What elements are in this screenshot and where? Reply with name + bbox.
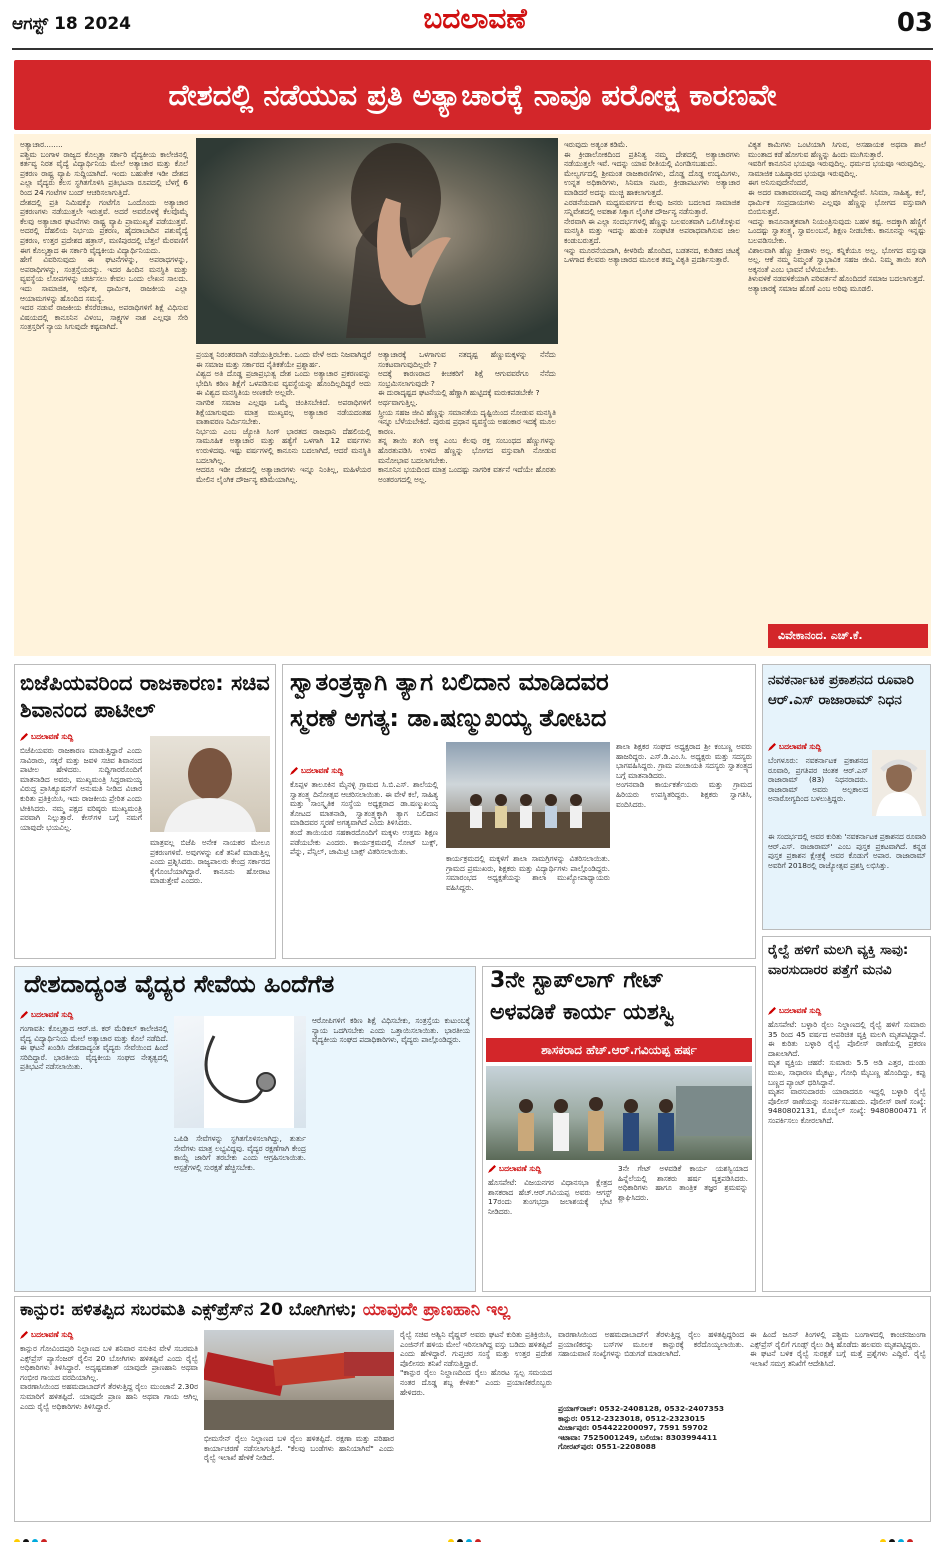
kanpur-col-5: ಈ ಹಿಂದೆ ಜೂನ್ ತಿಂಗಳಲ್ಲಿ ಪಶ್ಚಿಮ ಬಂಗಾಳದಲ್ಲಿ ಕಾಂಚನಜುಂಗಾ ಎಕ್ಸ್‌ಪ್ರೆಸ್ ರೈಲಿಗೆ ಗೂಡ್ಸ್ ರೈಲು ಡಿಕ್ಕಿ ಹೊಡೆದು ಹಲವರು ಮೃತಪಟ್ಟಿದ್ದರು. ಈ ಘಟನೆ ಬಳಿಕ ರೈಲ್ವೆ ಸುರಕ್ಷತೆ ಬಗ್ಗೆ ಮತ್ತೆ ಪ್ರಶ್ನೆಗಳು ಎದ್ದಿವೆ. ರೈಲ್ವೆ ಇಲಾಖೆ ಸಮಗ್ರ ತನಿಖೆಗೆ ಆದೇಶಿಸಿದೆ. [750, 1330, 926, 1368]
hand-silhouette-icon [196, 138, 558, 344]
lead-author-tag [768, 624, 928, 648]
stethoscope-icon [174, 1016, 306, 1128]
lead-headline-box [14, 60, 931, 130]
officials-icon [486, 1066, 752, 1160]
header-bar [0, 0, 945, 48]
railway-death-body: ಹೊಸಪೇಟೆ: ಬಳ್ಳಾರಿ ರೈಲು ನಿಲ್ದಾಣದಲ್ಲಿ ರೈಲ್ವೆ ಹಳಿಗೆ ಸುಮಾರು 35 ರಿಂದ 45 ವರ್ಷದ ಅಪರಿಚಿತ ವ್ಯಕ್ತಿ ಮಲಗಿ ಮೃತಪಟ್ಟಿದ್ದಾನೆ. ಈ ಕುರಿತು ಬಳ್ಳಾರಿ ರೈಲ್ವೆ ಪೊಲೀಸ್ ಠಾಣೆಯಲ್ಲಿ ಪ್ರಕರಣ ದಾಖಲಾಗಿದೆ. ಮೃತ ವ್ಯಕ್ತಿಯ ಚಹರೆ: ಸುಮಾರು 5.5 ಅಡಿ ಎತ್ತರ, ದುಂಡು ಮುಖ, ಸಾಧಾರಣ ಮೈಕಟ್ಟು, ಗೋಧಿ ಮೈಬಣ್ಣ ಹೊಂದಿದ್ದು, ಕಪ್ಪು ಬಣ್ಣದ ಪ್ಯಾಂಟ್ ಧರಿಸಿದ್ದಾನೆ. ಮೃತನ ವಾರಸುದಾರರು ಯಾರಾದರೂ ಇದ್ದಲ್ಲಿ ಬಳ್ಳಾರಿ ರೈಲ್ವೆ ಪೊಲೀಸ್ ಠಾಣೆಯನ್ನು ಸಂಪರ್ಕಿಸಬಹುದು. ಪೊಲೀಸ್ ಠಾಣೆ ಸಂಖ್ಯೆ: 9480802131, ಮೊಬೈಲ್ ಸಂಖ್ಯೆ: 9480800471 ಗೆ ಸಂಪರ್ಕಿಸಲು ಕೋರಲಾಗಿದೆ. [768, 1020, 926, 1125]
page-number: 03 [896, 8, 933, 38]
helpline-item: ಕಾನ್ಪುರ: 0512-2323018, 0512-2323015 [558, 1413, 706, 1423]
gate-body-right: 3ನೇ ಗೇಟ್ ಅಳವಡಿಕೆ ಕಾರ್ಯ ಯಶಸ್ವಿಯಾದ ಹಿನ್ನೆಲೆಯಲ್ಲಿ ಶಾಸಕರು ಹರ್ಷ ವ್ಯಕ್ತಪಡಿಸಿದರು. ಅಧಿಕಾರಿಗಳು ಹಾಗೂ ತಾಂತ್ರಿಕ ತಜ್ಞರ ಶ್ರಮವನ್ನು ಶ್ಲಾಘಿಸಿದರು. [618, 1164, 748, 1202]
train-icon [204, 1330, 394, 1430]
doctors-body-right: ಆರೋಪಿಗಳಿಗೆ ಕಠಿಣ ಶಿಕ್ಷೆ ವಿಧಿಸಬೇಕು, ಸಂತ್ರಸ್ತೆಯ ಕುಟುಂಬಕ್ಕೆ ನ್ಯಾಯ ಒದಗಿಸಬೇಕು ಎಂದು ಒತ್ತಾಯಿಸಲಾಯಿತು. ಭಾರತೀಯ ವೈದ್ಯಕೀಯ ಸಂಘದ ಪದಾಧಿಕಾರಿಗಳು, ವೈದ್ಯರು ಪಾಲ್ಗೊಂಡಿದ್ದರು. [312, 1016, 470, 1045]
pen-icon [768, 743, 776, 751]
independence-event-photo [446, 742, 610, 848]
kanpur-col-4-body: ವಾರಣಾಸಿಯಿಂದ ಅಹಮದಾಬಾದ್‌ಗೆ ತೆರಳುತ್ತಿದ್ದ ರೈಲು ಹಳಿತಪ್ಪಿದ್ದರಿಂದ ಪ್ರಯಾಣಿಕರನ್ನು ಬಸ್‌ಗಳ ಮೂಲಕ ಕಾನ್ಪುರಕ್ಕೆ ಕರೆದೊಯ್ಯಲಾಯಿತು. ಸಹಾಯವಾಣಿ ಸಂಖ್ಯೆಗಳನ್ನು ಬಿಡುಗಡೆ ಮಾಡಲಾಗಿದೆ. [558, 1330, 744, 1359]
derailed-train-photo [204, 1330, 394, 1430]
lead-col-4: ಇರುವುದು ಅತ್ಯಂತ ಕಡಿಮೆ. ಈ ಕ್ರೀಡಾಲೋಕದಿಂದ ಪ್ರತಿನಿತ್ಯ ನಮ್ಮ ದೇಶದಲ್ಲಿ ಅತ್ಯಾಚಾರಗಳು ನಡೆಯುತ್ತಲೇ ಇವೆ. ಇದನ್ನು ಯಾವ ರೀತಿಯಲ್ಲಿ ವಿಂಗಡಿಸಬಹುದು. ಮೇಲ್ವರ್ಗದಲ್ಲಿ ಶ್ರೀಮಂತ ರಾಜಕಾರಣಿಗಳು, ದೊಡ್ಡ ದೊಡ್ಡ ಉದ್ಯಮಿಗಳು, ಉನ್ನತ ಅಧಿಕಾರಿಗಳು, ಸಿನಿಮಾ ನಟರು, ಕ್ರೀಡಾಪಟುಗಳು ಅತ್ಯಾಚಾರ ಮಾಡಿದರೆ ಅದನ್ನು ಮುಚ್ಚಿ ಹಾಕಲಾಗುತ್ತದೆ. ಎರಡನೆಯದಾಗಿ ಮಧ್ಯಮವರ್ಗದ ಕೆಲವು ಜನರು ಬದಲಾದ ಸಾಮಾಜಿಕ ಸನ್ನಿವೇಶದಲ್ಲಿ ಅವಕಾಶ ಸಿಕ್ಕಾಗ ಲೈಂಗಿಕ ದೌರ್ಜನ್ಯ ನಡೆಸುತ್ತಾರೆ. ನೇರವಾಗಿ ಈ ಎಲ್ಲಾ ಸಂದರ್ಭಗಳಲ್ಲಿ ಹೆಣ್ಣನ್ನು ಬಲವಂತವಾಗಿ ಒಲಿಸಿಕೊಳ್ಳುವ ಮನಸ್ಥಿತಿ ಮತ್ತು ಇದನ್ನು ಹುಡುಕಿ ಸಂಘಟಿತ ಅಪರಾಧವಾಗಿಸುವ ಜಾಲ ಕಂಡುಬರುತ್ತದೆ. ಇನ್ನು ಮೂರನೆಯದಾಗಿ, ಕೀಳರಿಮೆ ಹೊಂದಿದ, ಬಡತನದ, ಕುಡಿತದ ಚಟಕ್ಕೆ ಒಳಗಾದ ಕೆಲವರು ಅತ್ಯಾಚಾರದ ಮೂಲಕ ತಮ್ಮ ವಿಕೃತಿ ಪ್ರದರ್ಶಿಸುತ್ತಾರೆ. [564, 140, 740, 265]
helpline-item: ಗೋರಖ್‌ಪುರ: 0551-2208088 [558, 1442, 656, 1452]
rajaram-byline [768, 742, 821, 752]
independence-byline [290, 766, 343, 776]
kanpur-col-3: ರೈಲ್ವೆ ಸಚಿವ ಅಶ್ವಿನಿ ವೈಷ್ಣವ್ ಅವರು ಘಟನೆ ಕುರಿತು ಪ್ರತಿಕ್ರಿಯಿಸಿ, ಎಂಜಿನ್‌ಗೆ ಹಳಿಯ ಮೇಲೆ ಇರಿಸಲಾಗಿದ್ದ ವಸ್ತು ಬಡಿದು ಹಳಿತಪ್ಪಿದೆ ಎಂದು ಹೇಳಿದ್ದಾರೆ. ಗುಪ್ತಚರ ಸಂಸ್ಥೆ ಮತ್ತು ಉತ್ತರ ಪ್ರದೇಶ ಪೊಲೀಸರು ತನಿಖೆ ನಡೆಸುತ್ತಿದ್ದಾರೆ. "ಕಾನ್ಪುರ ರೈಲು ನಿಲ್ದಾಣದಿಂದ ರೈಲು ಹೊರಟ ಸ್ವಲ್ಪ ಸಮಯದ ನಂತರ ದೊಡ್ಡ ಶಬ್ದ ಕೇಳಿತು" ಎಂದು ಪ್ರಯಾಣಿಕರೊಬ್ಬರು ಹೇಳಿದರು. [400, 1330, 552, 1397]
bjp-body-right: ಮಾತ್ರವಲ್ಲ ಬಿಜೆಪಿ ಅನೇಕ ನಾಯಕರ ಮೇಲೂ ಪ್ರಕರಣಗಳಿವೆ. ಅವುಗಳನ್ನು ಏಕೆ ತನಿಖೆ ಮಾಡುತ್ತಿಲ್ಲ ಎಂದು ಪ್ರಶ್ನಿಸಿದರು. ರಾಜ್ಯಪಾಲರು ಕೇಂದ್ರ ಸರ್ಕಾರದ ಕೈಗೊಂಬೆಯಾಗಿದ್ದಾರೆ. ಕಾನೂನು ಹೋರಾಟ ಮಾಡುತ್ತೇವೆ ಎಂದರು. [150, 838, 270, 886]
footer-dots-left [14, 1530, 50, 1542]
pen-icon [488, 1165, 496, 1173]
bjp-body-left: ಬಿಜೆಪಿಯವರು ರಾಜಕಾರಣ ಮಾಡುತ್ತಿದ್ದಾರೆ ಎಂದು ಸಾವಿರಾರು, ಸಕ್ಕರೆ ಮತ್ತು ಜವಳಿ ಸಚಿವ ಶಿವಾನಂದ ಪಾಟೀಲ ಹೇಳಿದರು. ಸುದ್ದಿಗಾರರೊಂದಿಗೆ ಮಾತನಾಡಿದ ಅವರು, ಮುಖ್ಯಮಂತ್ರಿ ಸಿದ್ದರಾಮಯ್ಯ ವಿರುದ್ಧ ಪ್ರಾಸಿಕ್ಯೂಷನ್‌ಗೆ ಅನುಮತಿ ನೀಡಿದ ವಿಚಾರ ಕುರಿತು ಪ್ರತಿಕ್ರಿಯಿಸಿ, ಇದು ರಾಜಕೀಯ ಪ್ರೇರಿತ ಎಂದು ಟೀಕಿಸಿದರು. ನಮ್ಮ ಪಕ್ಷದ ವರಿಷ್ಠರು ಮುಖ್ಯಮಂತ್ರಿ ಪರವಾಗಿ ನಿಲ್ಲುತ್ತಾರೆ. ಕೇಸ್‌ಗಳ ಬಗ್ಗೆ ನಮಗೆ ಯಾವುದೇ ಭಯವಿಲ್ಲ. [20, 746, 142, 832]
doctors-headline: ದೇಶದಾದ್ಯಂತ ವೈದ್ಯರ ಸೇವೆಯ ಹಿಂದೆಗೆತ [24, 970, 335, 998]
lead-headline: ದೇಶದಲ್ಲಿ ನಡೆಯುವ ಪ್ರತಿ ಅತ್ಯಾಚಾರಕ್ಕೆ ನಾವೂ ಪರೋಕ್ಷ ಕಾರಣವೇ [168, 77, 777, 112]
independence-byline-text: ಬದಲಾವಣೆ ಸುದ್ದಿ [301, 766, 344, 775]
helpline-item: ಇಟಾವಾ: 7525001249, ಬಲಿಯಾ: 8303994411 [558, 1432, 718, 1442]
rajaram-byline-text: ಬದಲಾವಣೆ ಸುದ್ದಿ [779, 742, 822, 751]
kanpur-headline [20, 1300, 925, 1320]
gate-headline-2: ಅಳವಡಿಕೆ ಕಾರ್ಯ ಯಶಸ್ವಿ [490, 1000, 675, 1025]
gate-body-left: ಹೊಸಪೇಟೆ: ವಿಜಯನಗರ ವಿಧಾನಸಭಾ ಕ್ಷೇತ್ರದ ಶಾಸಕರಾದ ಹೆಚ್.ಆರ್.ಗವಿಯಪ್ಪ ಅವರು ಆಗಸ್ಟ್ 17ರಂದು ತುಂಗಭದ್ರಾ ಜಲಾಶಯಕ್ಕೆ ಭೇಟಿ ನೀಡಿದರು. [488, 1178, 612, 1216]
doctors-body-mid: ಒಪಿಡಿ ಸೇವೆಗಳನ್ನು ಸ್ಥಗಿತಗೊಳಿಸಲಾಗಿದ್ದು, ತುರ್ತು ಸೇವೆಗಳು ಮಾತ್ರ ಲಭ್ಯವಿದ್ದವು. ವೈದ್ಯರ ರಕ್ಷಣೆಗಾಗಿ ಕೇಂದ್ರ ಕಾಯ್ದೆ ಜಾರಿಗೆ ತರಬೇಕು ಎಂದು ಆಗ್ರಹಿಸಲಾಯಿತು. ಆಸ್ಪತ್ರೆಗಳಲ್ಲಿ ಸುರಕ್ಷತೆ ಹೆಚ್ಚಿಸಬೇಕು. [174, 1134, 306, 1172]
dam-visit-photo [486, 1066, 752, 1160]
lead-col-1: ಅತ್ಯಾಚಾರ........ ಪಶ್ಚಿಮ ಬಂಗಾಳ ರಾಜ್ಯದ ಕೊಲ್ಕತ್ತಾ ಸರ್ಕಾರಿ ವೈದ್ಯಕೀಯ ಕಾಲೇಜಿನಲ್ಲಿ ಕರ್ತವ್ಯ ನಿರತ ವೈದ್ಯೆ ವಿದ್ಯಾರ್ಥಿನಿಯ ಮೇಲೆ ಅತ್ಯಾಚಾರ ಮತ್ತು ಕೊಲೆ ಪ್ರಕರಣ ರಾಷ್ಟ್ರ ವ್ಯಾಪಿ ಸುದ್ದಿಯಾಗಿದೆ. ಇಂದು ಬಹುತೇಕ ಇಡೀ ದೇಶದ ಎಲ್ಲಾ ವೈದ್ಯರು ಕೆಲಸ ಸ್ಥಗಿತಗೊಳಿಸಿ ಪ್ರತಿಭಟನಾ ರೂಪದಲ್ಲಿ ಬೆಳಗ್ಗೆ 6 ರಿಂದ 24 ಗಂಟೆಗಳ ಬಂದ್ ಆಚರಿಸಲಾಗುತ್ತಿದೆ. ದೇಶದಲ್ಲಿ ಪ್ರತಿ ನಿಮಿಷಕ್ಕೊ ಗಂಟೆಗೊ ಒಂದೊಂದು ಅತ್ಯಾಚಾರ ಪ್ರಕರಣಗಳು ನಡೆಯುತ್ತಲೇ ಇರುತ್ತವೆ. ಅದರೆ ಅವರೊಳಕ್ಕೆ ಕೆಲವೊಮ್ಮೆ ಕೆಲವು ಅತ್ಯಾಚಾರ ಘಟನೆಗಳು ರಾಷ್ಟ್ರ ವ್ಯಾಪಿ ಪ್ರಾಮುಖ್ಯತೆ ಪಡೆಯುತ್ತವೆ. ಅದರಲ್ಲಿ ದೆಹಲಿಯ ನಿರ್ಭಯ ಪ್ರಕರಣ, ಹೈದರಾಬಾದಿನ ಪಶುವೈದ್ಯೆ ಪ್ರಕರಣ, ಉತ್ತರ ಪ್ರದೇಶದ ಹತ್ರಾಸ್, ಮಣಿಪುರದಲ್ಲಿ ಬೆತ್ತಲೆ ಮೆರವಣಿಗೆ ಈಗ ಕೊಲ್ಕತ್ತಾದ ಈ ಸರ್ಕಾರಿ ವೈದ್ಯಕೀಯ ವಿದ್ಯಾರ್ಥಿನಿಯದು. ಹೇಗೆ ವಿವರಿಸುವುದು ಈ ಘಟನೆಗಳನ್ನು, ಅಪರಾಧಗಳನ್ನು, ಅಪರಾಧಿಗಳನ್ನು, ಸಂತ್ರಸ್ತೆಯರನ್ನು. ಇದರ ಹಿಂದಿನ ಮನಸ್ಥಿತಿ ಮತ್ತು ವ್ಯವಸ್ಥೆಯ ಲೋಪಗಳನ್ನು ಚರ್ಚಿಸಲು ಕೇವಲ ಒಂದು ಲೇಖನ ಸಾಲದು. ಇದು ಸಾಮಾಜಿಕ, ಆರ್ಥಿಕ, ಧಾರ್ಮಿಕ, ರಾಜಕೀಯ ಎಲ್ಲಾ ಆಯಾಮಗಳನ್ನು ಹೊಂದಿದ ಸಮಸ್ಯೆ. ಇದರ ನಡುವೆ ರಾಜಕೀಯ ಕೆಸರೆರಚಾಟ, ಅಪರಾಧಿಗಳಿಗೆ ಶಿಕ್ಷೆ ವಿಧಿಸುವ ವಿಷಯದಲ್ಲಿ ಕಾನೂನಿನ ವಿಳಂಬ, ಸಾಕ್ಷ್ಯಗಳ ನಾಶ ಎಲ್ಲವೂ ಸೇರಿ ಸಂತ್ರಸ್ತರಿಗೆ ನ್ಯಾಯ ಸಿಗುವುದೇ ಕಷ್ಟವಾಗಿದೆ. [20, 140, 188, 332]
kanpur-photo-caption: ಭೀಮಸೇನ್ ರೈಲು ನಿಲ್ದಾಣದ ಬಳಿ ರೈಲು ಹಳಿತಪ್ಪಿದೆ. ರಕ್ಷಣಾ ಮತ್ತು ಪರಿಹಾರ ಕಾರ್ಯಾಚರಣೆ ನಡೆಸಲಾಗುತ್ತಿದೆ. "ಕೆಲವು ಬಂಡೆಗಳು ಹಾನಿಯಾಗಿವೆ" ಎಂದು ರೈಲ್ವೆ ಇಲಾಖೆ ಹೇಳಿಕೆ ನೀಡಿದೆ. [204, 1434, 394, 1463]
rajaram-body-bottom: ಈ ಸಂದರ್ಭದಲ್ಲಿ ಅವರ ಕುರಿತು 'ನವಕರ್ನಾಟಕ ಪ್ರಕಾಶನದ ರೂವಾರಿ ಆರ್.ಎಸ್. ರಾಜಾರಾಮ್' ಎಂಬ ಪುಸ್ತಕ ಪ್ರಕಟವಾಗಿದೆ. ಕನ್ನಡ ಪುಸ್ತಕ ಪ್ರಕಾಶನ ಕ್ಷೇತ್ರಕ್ಕೆ ಅವರ ಕೊಡುಗೆ ಅಪಾರ. ರಾಜಾರಾಮ್ ಅವರಿಗೆ 2018ರಲ್ಲಿ ರಾಜ್ಯೋತ್ಸವ ಪ್ರಶಸ್ತಿ ಲಭಿಸಿತ್ತು. [768, 832, 926, 870]
independence-col-3: ಶಾಲಾ ಶಿಕ್ಷಕರ ಸಂಘದ ಅಧ್ಯಕ್ಷರಾದ ಶ್ರೀ ಕಂಬಣ್ಣ ಅವರು ಹಾಜರಿದ್ದರು. ಎಸ್.ಡಿ.ಎಂ.ಸಿ. ಅಧ್ಯಕ್ಷರು ಮತ್ತು ಸದಸ್ಯರು ಭಾಗವಹಿಸಿದ್ದರು. ಗ್ರಾಮ ಪಂಚಾಯತಿ ಸದಸ್ಯರು ಸ್ವಾತಂತ್ರ್ಯದ ಬಗ್ಗೆ ಮಾತನಾಡಿದರು. ಅಂಗನವಾಡಿ ಕಾರ್ಯಕರ್ತೆಯರು ಮತ್ತು ಗ್ರಾಮದ ಹಿರಿಯರು ಉಪಸ್ಥಿತರಿದ್ದರು. ಶಿಕ್ಷಕರು ಸ್ವಾಗತಿಸಿ, ವಂದಿಸಿದರು. [616, 742, 752, 809]
lead-col-2: ಪ್ರಯತ್ನ ನಿರಂತರವಾಗಿ ನಡೆಯುತ್ತಿರಬೇಕು. ಒಂದು ವೇಳೆ ಅದು ನಿಜವಾಗಿದ್ದರೆ ಈ ಸಮಾಜ ಮತ್ತು ಸರ್ಕಾರದ ನೈತಿಕತೆಯೇ ಪ್ರಶ್ನಾರ್ಹ. ವಿಶ್ವದ ಅತಿ ದೊಡ್ಡ ಪ್ರಜಾಪ್ರಭುತ್ವ ದೇಶ ಒಂದು ಅತ್ಯಾಚಾರ ಪ್ರಕರಣವನ್ನು ಭೇದಿಸಿ ಕಠಿಣ ಶಿಕ್ಷೆಗೆ ಒಳಪಡಿಸುವ ವ್ಯವಸ್ಥೆಯನ್ನು ಹೊಂದಿಲ್ಲದಿದ್ದರೆ ಅದು ಈ ವಿಶ್ವದ ಮನಸ್ಥಿತಿಯ ಅಣಕವೇ ಅಲ್ಲವೇ. ನಾಗರಿಕ ಸಮಾಜ ಎಲ್ಲವೂ ಒಮ್ಮೆ ಚಿಂತಿಸಬೇಕಿದೆ. ಅಪರಾಧಿಗಳಿಗೆ ಶಿಕ್ಷೆಯಾಗುವುದು ಮಾತ್ರ ಮುಖ್ಯವಲ್ಲ ಅತ್ಯಾಚಾರ ನಡೆಯದಂತಹ ವಾತಾವರಣ ನಿರ್ಮಿಸಬೇಕು. ನಿರ್ಭಯ ಎಂಬ ಜ್ಯೋತಿ ಸಿಂಗ್ ಭಾರತದ ರಾಜಧಾನಿ ದೆಹಲಿಯಲ್ಲಿ ಸಾಮೂಹಿಕ ಅತ್ಯಾಚಾರ ಮತ್ತು ಹತ್ಯೆಗೆ ಒಳಗಾಗಿ 12 ವರ್ಷಗಳು ಉರುಳಿದವು. ಇಷ್ಟು ವರ್ಷಗಳಲ್ಲಿ ಕಾನೂನು ಬದಲಾಗಿದೆ, ಆದರೆ ಮನಸ್ಥಿತಿ ಬದಲಾಗಿಲ್ಲ. ಆದರೂ ಇಡೀ ದೇಶದಲ್ಲಿ ಅತ್ಯಾಚಾರಗಳು ಇನ್ನೂ ನಿಂತಿಲ್ಲ, ಮಹಿಳೆಯರ ಮೇಲಿನ ಲೈಂಗಿಕ ದೌರ್ಜನ್ಯ ಕಡಿಮೆಯಾಗಿಲ್ಲ. [196, 350, 371, 484]
kanpur-helplines [558, 1404, 744, 1516]
rajaram-portrait [872, 750, 926, 816]
pen-icon [20, 733, 28, 741]
pen-icon [20, 1011, 28, 1019]
gate-byline [488, 1164, 541, 1174]
header-rule [12, 48, 933, 50]
bjp-headline: ಬಿಜೆಪಿಯವರಿಂದ ರಾಜಕಾರಣ: ಸಚಿವ ಶಿವಾನಂದ ಪಾಟೀಲ್ [20, 671, 270, 722]
bjp-byline-text: ಬದಲಾವಣೆ ಸುದ್ದಿ [31, 732, 74, 741]
rajaram-headline: ನವಕರ್ನಾಟಕ ಪ್ರಕಾಶನದ ರೂವಾರಿ ಆರ್.ಎಸ್ ರಾಜಾರಾಮ್ ನಿಧನ [768, 672, 914, 708]
stethoscope-photo [174, 1016, 306, 1128]
gate-headline-1: 3ನೇ ಸ್ಟಾಪ್‌ಲಾಗ್ ಗೇಟ್ [490, 968, 665, 993]
lead-col-5: ವಿಕೃತ ಕಾಮಿಗಳು ಒಂಟಿಯಾಗಿ ಸಿಗುವ, ಅಸಹಾಯಕ ಅಥವಾ ಶಾಲೆ ಮುಂತಾದ ಕಡೆ ಹೋಗುವ ಹೆಣ್ಣನ್ನು ಹಿಂದು ಮುಗಿಸುತ್ತಾರೆ. ಇವರಿಗೆ ಕಾನೂನಿನ ಭಯವೂ ಇರುವುದಿಲ್ಲ. ಧರ್ಮದ ಭಯವೂ ಇರುವುದಿಲ್ಲ. ಸಾಮಾಜಿಕ ಬಹಿಷ್ಕಾರದ ಭಯವೂ ಇರುವುದಿಲ್ಲ. ಈಗ ಅನಿಸುವುದೇನೆಂದರೆ, ಈ ಅದರ ವಾತಾವರಣದಲ್ಲಿ ನಾವು ಹೆಗಲಾಗಿದ್ದೇವೆ. ಸಿನಿಮಾ, ಸಾಹಿತ್ಯ, ಕಲೆ, ಧಾರ್ಮಿಕ ಸಂಪ್ರದಾಯಗಳು ಎಲ್ಲವೂ ಹೆಣ್ಣನ್ನು ಭೋಗದ ವಸ್ತುವಾಗಿ ಬಿಂಬಿಸುತ್ತವೆ. ಇದನ್ನು ಕಾನೂನಾತ್ಮಕವಾಗಿ ನಿಯಂತ್ರಿಸುವುದು ಬಹಳ ಕಷ್ಟ. ಅದಕ್ಕಾಗಿ ಹೆಣ್ಣಿಗೆ ಒಂದಷ್ಟು ಸ್ವಾತಂತ್ರ್ಯ, ಸ್ವಾವಲಂಬನೆ, ಶಿಕ್ಷಣ ನೀಡಬೇಕು. ಕಾನೂನನ್ನು ಇನ್ನಷ್ಟು ಬಲಪಡಿಸಬೇಕು. ವಿಶಾಲವಾಗಿ ಹೆಣ್ಣು ಕ್ರೀಡಾಳು ಅಲ್ಲ. ಕನ್ನಿಕೆಯೂ ಅಲ್ಲ. ಭೋಗದ ವಸ್ತುವೂ ಅಲ್ಲ. ಆಕೆ ನಮ್ಮ ನಿಮ್ಮಂತೆ ಸ್ವಾಭಾವಿಕ ಸಹಜ ಜೀವಿ. ನಿಮ್ಮ ತಾಯಿ ತಂಗಿ ಅಕ್ಕನಂತೆ ಎಂಬ ಭಾವನೆ ಬೆಳೆಯಬೇಕು. ತಿಳುವಳಿಕೆ ನಡವಳಿಕೆಯಾಗಿ ಪರಿವರ್ತನೆ ಹೊಂದಿದರೆ ಸಮಾಜ ಬದಲಾಗುತ್ತದೆ. ಅತ್ಯಾಚಾರಕ್ಕೆ ಸಮಾಜ ಹೊಣೆ ಎಂಬ ಅರಿವು ಮೂಡಲಿ. [748, 140, 926, 293]
rajaram-body-top: ಬೆಂಗಳೂರು: ನವಕರ್ನಾಟಕ ಪ್ರಕಾಶನದ ರೂವಾರಿ, ಪ್ರಗತಿಪರ ಚಿಂತಕ ಆರ್.ಎಸ್ ರಾಜಾರಾಮ್ (83) ನಿಧನರಾದರು. ರಾಜಾರಾಮ್ ಅವರು ಅಲ್ಪಕಾಲದ ಅನಾರೋಗ್ಯದಿಂದ ಬಳಲುತ್ತಿದ್ದರು. [768, 756, 868, 804]
person-icon [872, 750, 926, 816]
kanpur-headline-b: ಯಾವುದೇ ಪ್ರಾಣಹಾನಿ ಇಲ್ಲ [362, 1300, 511, 1320]
gate-byline-text: ಬದಲಾವಣೆ ಸುದ್ದಿ [499, 1164, 542, 1173]
railway-death-headline: ರೈಲ್ವೆ ಹಳಿಗೆ ಮಲಗಿ ವ್ಯಕ್ತಿ ಸಾವು: ವಾರಸುದಾರರ ಪತ್ತೆಗೆ ಮನವಿ [768, 942, 909, 978]
footer-dots-mid [448, 1530, 484, 1542]
kanpur-col-1: ಕಾನ್ಪುರ ಗೋವಿಂದಪುರಿ ನಿಲ್ದಾಣದ ಬಳಿ ಶನಿವಾರ ನಸುಕಿನ ವೇಳೆ ಸಬರಮತಿ ಎಕ್ಸ್‌ಪ್ರೆಸ್ ಪ್ಯಾಸೆಂಜರ್ ರೈಲಿನ 20 ಬೋಗಿಗಳು ಹಳಿತಪ್ಪಿವೆ ಎಂದು ರೈಲ್ವೆ ಅಧಿಕಾರಿಗಳು ತಿಳಿಸಿದ್ದಾರೆ. ಅದೃಷ್ಟವಶಾತ್ ಯಾವುದೇ ಪ್ರಾಣಹಾನಿ ಅಥವಾ ಗಂಭೀರ ಗಾಯದ ವರದಿಯಾಗಿಲ್ಲ. ವಾರಣಾಸಿಯಿಂದ ಅಹಮದಾಬಾದ್‌ಗೆ ತೆರಳುತ್ತಿದ್ದ ರೈಲು ಮುಂಜಾನೆ 2.30ರ ಸುಮಾರಿಗೆ ಹಳಿತಪ್ಪಿದೆ. ಯಾವುದೇ ಪ್ರಾಣ ಹಾನಿ ಅಥವಾ ಗಾಯ ಆಗಿಲ್ಲ ಎಂದು ರೈಲ್ವೆ ಅಧಿಕಾರಿಗಳು ತಿಳಿಸಿದ್ದಾರೆ. [20, 1344, 198, 1411]
person-icon [150, 736, 270, 832]
lead-photo-woman-raising-hand [196, 138, 558, 344]
helpline-item: ಮಿರ್ಜಾಪುರ: 054422200097, 7591 59702 [558, 1423, 708, 1433]
lead-author: ವಿವೇಕಾನಂದ. ಎಚ್.ಕೆ. [778, 629, 863, 642]
masthead: ಬದಲಾವಣೆ [423, 2, 527, 35]
kanpur-byline [20, 1330, 73, 1340]
independence-photo-caption: ಕಾರ್ಯಕ್ರಮದಲ್ಲಿ ಮಕ್ಕಳಿಗೆ ಶಾಲಾ ಸಾಮಗ್ರಿಗಳನ್ನು ವಿತರಿಸಲಾಯಿತು. ಗ್ರಾಮದ ಪ್ರಮುಖರು, ಶಿಕ್ಷಕರು ಮತ್ತು ವಿದ್ಯಾರ್ಥಿಗಳು ಪಾಲ್ಗೊಂಡಿದ್ದರು. ಸಮಾರಂಭದ ಅಧ್ಯಕ್ಷತೆಯನ್ನು ಶಾಲಾ ಮುಖ್ಯೋಪಾಧ್ಯಾಯರು ವಹಿಸಿದ್ದರು. [446, 854, 610, 892]
pen-icon [290, 767, 298, 775]
gate-banner-box [486, 1038, 752, 1062]
crowd-icon [446, 742, 610, 848]
independence-col-1: ಕೊಪ್ಪಳ ತಾಲೂಕಿನ ಮೈನಳ್ಳಿ ಗ್ರಾಮದ ಸಿ.ಬಿ.ಎಸ್. ಶಾಲೆಯಲ್ಲಿ ಸ್ವಾತಂತ್ರ್ಯ ದಿನೋತ್ಸವ ಆಚರಿಸಲಾಯಿತು. ಈ ವೇಳೆ ಕಲೆ, ಸಾಹಿತ್ಯ ಮತ್ತು ಸಾಂಸ್ಕೃತಿಕ ಸಂಸ್ಥೆಯ ಅಧ್ಯಕ್ಷರಾದ ಡಾ.ಷಣ್ಮುಖಯ್ಯ ತೋಟದ ಮಾತನಾಡಿ, ಸ್ವಾತಂತ್ರ್ಯಕ್ಕಾಗಿ ತ್ಯಾಗ ಬಲಿದಾನ ಮಾಡಿದವರ ಸ್ಮರಣೆ ಅಗತ್ಯವಾಗಿದೆ ಎಂದು ತಿಳಿಸಿದರು. ತಂದೆ ತಾಯಿಯರ ಸಹಕಾರದೊಂದಿಗೆ ಮಕ್ಕಳು ಉತ್ತಮ ಶಿಕ್ಷಣ ಪಡೆಯಬೇಕು ಎಂದರು. ಕಾರ್ಯಕ್ರಮದಲ್ಲಿ ನೋಟ್ ಬುಕ್ಸ್, ಪೆನ್ನು, ಪೆನ್ಸಿಲ್, ಜಾಮಿಟ್ರಿ ಬಾಕ್ಸ್ ವಿತರಿಸಲಾಯಿತು. [290, 780, 438, 857]
lead-col-3: ಅತ್ಯಾಚಾರಕ್ಕೆ ಒಳಗಾಗುವ ನತದೃಷ್ಟ ಹೆಣ್ಣುಮಕ್ಕಳನ್ನು ನೆನೆದು ಸಂಕಟವಾಗುವುದಿಲ್ಲವೇ ? ಅದಕ್ಕೆ ಕಾರಣರಾದ ಕೀಚಕರಿಗೆ ಶಿಕ್ಷೆ ಆಗುವವರೆಗೂ ನೆನೆದು ಸಂಭ್ರಮಿಸಲಾಗುವುದೇ ? ಈ ದುರಾದೃಷ್ಟದ ಘಟನೆಯಲ್ಲಿ ಹೆಣ್ಣಾಗಿ ಹುಟ್ಟಿದಕ್ಕೆ ಮರುಕಪಡಬೇಕೇ ? ಅರ್ಥವಾಗುತ್ತಿಲ್ಲ. ಸ್ತ್ರೀಯ ಸಹಜ ಜೀವಿ ಹೆಣ್ಣನ್ನು ಸಮಾನತೆಯ ದೃಷ್ಟಿಯಿಂದ ನೋಡುವ ಮನಸ್ಥಿತಿ ಇನ್ನೂ ಬೆಳೆಯಬೇಕಿದೆ. ಪುರುಷ ಪ್ರಧಾನ ವ್ಯವಸ್ಥೆಯ ಅಹಂಕಾರ ಇದಕ್ಕೆ ಮೂಲ ಕಾರಣ. ತನ್ನ ತಾಯಿ ತಂಗಿ ಅಕ್ಕ ಎಂಬ ಕೆಲವು ರಕ್ತ ಸಂಬಂಧದ ಹೆಣ್ಣುಗಳನ್ನು ಹೊರತುಪಡಿಸಿ ಉಳಿದ ಹೆಣ್ಣನ್ನು ಭೋಗದ ವಸ್ತುವಾಗಿ ನೋಡುವ ಮನೋಭಾವ ಬದಲಾಗಬೇಕು. ಕಾನೂನಿನ ಭಯದಿಂದ ಮಾತ್ರ ಒಂದಷ್ಟು ನಾಗರಿಕ ವರ್ತನೆ ಇದೆಯೇ ಹೊರತು ಅಂತರಂಗದಲ್ಲಿ ಅಲ್ಲ. [378, 350, 556, 484]
doctors-byline-text: ಬದಲಾವಣೆ ಸುದ್ದಿ [31, 1010, 74, 1019]
footer-dots-right [880, 1530, 916, 1542]
kanpur-byline-text: ಬದಲಾವಣೆ ಸುದ್ದಿ [31, 1330, 74, 1339]
kanpur-headline-a: ಕಾನ್ಪುರ: ಹಳಿತಪ್ಪಿದ ಸಬರಮತಿ ಎಕ್ಸ್‌ಪ್ರೆಸ್‌ನ 20 ಬೋಗಿಗಳು; [20, 1300, 363, 1320]
railway-death-byline [768, 1006, 821, 1016]
doctors-byline [20, 1010, 73, 1020]
pen-icon [20, 1331, 28, 1339]
pen-icon [768, 1007, 776, 1015]
independence-headline-1: ಸ್ವಾತಂತ್ರಕ್ಕಾಗಿ ತ್ಯಾಗ ಬಲಿದಾನ ಮಾಡಿದವರ [290, 668, 609, 696]
independence-headline-2: ಸ್ಮರಣೆ ಅಗತ್ಯ: ಡಾ.ಷಣ್ಮುಖಯ್ಯ ತೋಟದ [290, 704, 607, 732]
issue-date: ಆಗಸ್ಟ್ 18 2024 [12, 14, 131, 34]
gate-banner: ಶಾಸಕರಾದ ಹೆಚ್.ಆರ್.ಗವಿಯಪ್ಪ ಹರ್ಷ [541, 1042, 697, 1057]
doctors-body-left: ಗಂಗಾವತಿ: ಕೊಲ್ಕತ್ತಾದ ಆರ್.ಜಿ. ಕರ್ ಮೆಡಿಕಲ್ ಕಾಲೇಜಿನಲ್ಲಿ ವೈದ್ಯ ವಿದ್ಯಾರ್ಥಿನಿಯ ಮೇಲೆ ಅತ್ಯಾಚಾರ ಮತ್ತು ಕೊಲೆ ನಡೆದಿದೆ. ಈ ಘಟನೆ ಖಂಡಿಸಿ ದೇಶದಾದ್ಯಂತ ವೈದ್ಯರು ಸೇವೆಯಿಂದ ಹಿಂದೆ ಸರಿದಿದ್ದಾರೆ. ಭಾರತೀಯ ವೈದ್ಯಕೀಯ ಸಂಘದ ನೇತೃತ್ವದಲ್ಲಿ ಪ್ರತಿಭಟನೆ ನಡೆಸಲಾಯಿತು. [20, 1024, 168, 1072]
helpline-item: ಪ್ರಯಾಗ್‌ರಾಜ್: 0532-2408128, 0532-2407353 [558, 1404, 725, 1413]
railway-death-byline-text: ಬದಲಾವಣೆ ಸುದ್ದಿ [779, 1006, 822, 1015]
minister-portrait [150, 736, 270, 832]
bjp-byline [20, 732, 73, 742]
